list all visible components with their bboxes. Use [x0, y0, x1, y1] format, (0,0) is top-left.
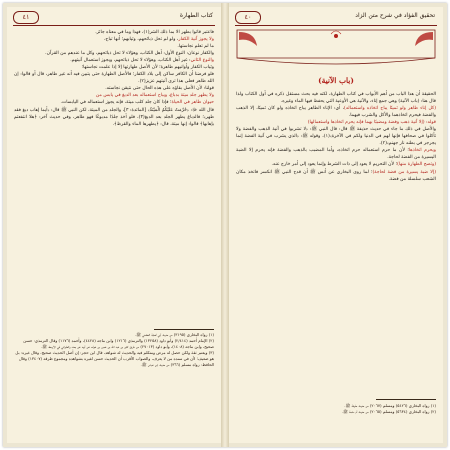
- paragraph: [14, 99, 214, 106]
- footnote: (٢) الإمام أحمد (٢/٤١٤) وأبو داود (١٣٢٥٨) والترمذي (١٢١٦) وابن ماجه (٤٤٢٨)، وأحمد (١١٧٦) وقال الترمذي: حسن صحيح، وابن ماجه (١٤٠٨)، وأبو داود (٢٧٠١٣) من طريق كثير بن عبد الله بن عمرو بن عوف عن أبيه عن جده، والطبراني في الأوسط ﷺ.: [23, 338, 214, 349]
- right-header-rule: [235, 25, 437, 26]
- paragraph: [14, 57, 214, 64]
- highlighted-text: ولا يجوز: [197, 37, 214, 43]
- right-page-header: [235, 11, 437, 25]
- body-text: قولنا: لأن الأصل بقاؤه على هذه الحال حتى نتيقن نجاسته.: [105, 86, 214, 92]
- body-text: والكفار نوعان: النوع الأول: أهل الكتاب، وهؤلاء لا تحل ذبائحهم، وكل ما عندهم من القرآن.: [45, 51, 214, 57]
- paragraph: [14, 64, 214, 71]
- highlighted-text: (وتصح الطهارة منها): [397, 162, 436, 168]
- highlighted-text: حيوان طاهر في الحياة: [171, 100, 214, 106]
- body-text: ؛ لما روى البخاري عن أنس ﷺ أن قدح النبي ﷺ انكسر فاتخذ مكان الشعب سلسلة من فضة.: [236, 169, 436, 182]
- body-text: قال الله ﷻ: ﴿حُرِّمَتْ عَلَيْكُمُ الْمَيْتَةُ﴾ [المائدة: ٣]، والجلد من الميتة، لكن النبي ﷺ قال: ﴿أيما إهاب دبغ فقد طهر﴾؛ فالدباغ يطهر الجلد بعد الدبغ(٣)، فلو أخذ جلدًا مدبوغًا فهو طاهر، وفي حديث آخر: ﴿هلا انتفعتم بإهابها﴾ قالوا: إنها ميتة، قال: ﴿يطهرها الماء والقرظ﴾.: [14, 107, 214, 127]
- paragraph: [236, 126, 436, 147]
- left-footnote-rule: [154, 329, 214, 330]
- highlighted-text: قوله: (إلا آنية ذهب وفضة ومضببًا بهما فإنه يحرم اتخاذها واستعمالها): [307, 120, 436, 126]
- footnote: (٢) رواه البخاري (٥٦٣٤) ومسلم (٢٠٦٥) من حديث أم سلمة ﷺ.: [341, 409, 436, 414]
- body-text: ما لم تعلم نجاستها.: [177, 44, 214, 50]
- paragraph: [14, 50, 214, 57]
- paragraph: [14, 43, 214, 50]
- paragraph: [14, 107, 214, 128]
- footnote: (٣) ويعتبر ثقة ولكن حصل له مرض ومتكلم فيه والحديث له شواهد، قال ابن حجر: إن أصل الحديث صحيح، وقال غيره: بل هو ضعيف؛ لأن في سنده من لا يعرف، والصواب الأقرب أن الحديث حسن لغيره بشواهده ومجموع طرقه (١٣٤٠٧) وقال الحافظ: رواه مسلم (٣٦٦) من حديث ابن عباس ﷺ.: [15, 350, 214, 367]
- left-page-number: ٤١: [13, 11, 39, 24]
- paragraph: [14, 85, 214, 92]
- body-text: والأصل في ذلك ما جاء في حديث حذيفة ﷺ قال: قال النبي ﷺ: ﴿لا تشربوا في آنية الذهب والفضة ولا تأكلوا في صحافها فإنها لهم في الدنيا ولكم في الآخرة﴾(١)، وقوله ﷺ: ﴿الذي يشرب في آنية الفضة إنما يجرجر في بطنه نار جهنم﴾(٢).: [236, 127, 436, 147]
- highlighted-text: (كل إناء طاهر ولو ثمينًا يباح اتخاذه واستعماله): [344, 106, 436, 112]
- paragraph: [236, 161, 436, 168]
- highlighted-text: والنوع الثاني: [190, 58, 214, 64]
- paragraph: [236, 91, 436, 105]
- paragraph: [14, 92, 214, 99]
- body-text: ؛ لأن التحريم لا يعود إلى ذات الشرط وإنما يعود إلى أمر خارج عنه.: [271, 162, 398, 168]
- left-body-text: [14, 29, 214, 128]
- body-text: الحقيقة أن هذا الباب من أهم الأبواب في كتاب الطهارة، لكنه فيه بحث مستقل ذكره في أول الكتاب ولذا قال هنا: (باب الآنية) وهي جمع إناء، والآنية هي الأوعية التي يحفظ فيها الماء وغيره.: [236, 92, 436, 105]
- footnote: (١) رواه البخاري (٣١٩٥) من حديث أبي ثعلبة الخشني ﷺ.: [134, 332, 214, 337]
- paragraph: [14, 36, 214, 43]
- highlighted-text: ولا يطهر جلد ميتة بدباغ، ويباح استعماله بعد الدبغ في يابس من: [95, 93, 214, 99]
- left-running-title: كتاب الطهارة: [179, 12, 213, 19]
- body-text: ؛ فإذا كان جلد كلب ميتة، فإنه يجوز استعماله في اليابسات.: [60, 100, 172, 106]
- chapter-ornament-frame: [235, 28, 437, 72]
- paragraph: [236, 119, 436, 126]
- right-page: [229, 7, 443, 443]
- left-footnotes: [14, 332, 214, 368]
- body-text: فاعتبر قاتوا بطهر الا بما ذلك الشر(١)، فهذا وما في معناه جائز.: [95, 30, 214, 35]
- book-gutter: [221, 3, 229, 447]
- right-running-title: تحقيق الفؤاد في شرح متن الزاد: [355, 12, 435, 19]
- left-page-header: [13, 11, 215, 25]
- body-text: ، ولو لم تحل ذبائحهم، وثيابهم؛ أنها تباح،: [104, 37, 179, 43]
- body-text: ؛ لأن ما حرم استعماله حرم اتخاذه، وأما المضبب بالذهب والفضة فإنه يحرم إلا الضبة اليسيرة من الفضة لحاجة.: [236, 148, 436, 161]
- paragraph: [14, 29, 214, 36]
- book-spread: [3, 3, 447, 447]
- paragraph: [14, 71, 214, 85]
- left-header-rule: [13, 25, 215, 26]
- body-text: وثياب الكفار وأوانيهم طاهرة؛ لأن الأصل طهارتها إلا إذا علمت نجاستها؛: [81, 65, 214, 71]
- paragraph: [236, 105, 436, 119]
- highlighted-text: ويحرم اتخاذها: [408, 148, 436, 154]
- right-footnotes: [236, 403, 436, 415]
- section-title: (باب الآنية): [318, 76, 354, 85]
- footnote: (١) رواه البخاري (٥٤٢٦) ومسلم (٢٠٦٧) من حديث حذيفة ﷺ.: [344, 403, 436, 408]
- highlighted-text: (إلا ضبة يسيرة من فضة لحاجة): [372, 169, 436, 175]
- right-page-number: ٤٠: [235, 11, 261, 24]
- paragraph: [236, 169, 436, 183]
- highlighted-text: آنية الكفار: [178, 37, 198, 43]
- body-text: ، أي: الإناء الطاهر يباح اتخاذه ولو كان ثمينًا، إلا الذهب والفضة فيحرم اتخاذهما والأكل والشرب فيهما.: [236, 106, 436, 119]
- left-page: [7, 7, 221, 443]
- paragraph: [236, 147, 436, 161]
- body-text: فلو فرضنا أن الكافر ساكن إلى بلاد الكفار؛ فالأصل الطهارة حتى يتبين فيه أنه غير طاهر، قال أو قالوا: إن الله طاهر فعلى هذا ترى آنيتهم عزيز(٢).: [14, 72, 214, 85]
- body-text: : غير أهل الكتاب، وهؤلاء لا تحل ذبائحهم، ويجوز استعمال آنيتهم.: [70, 58, 191, 64]
- right-body-text: [236, 91, 436, 183]
- right-footnote-rule: [376, 399, 436, 400]
